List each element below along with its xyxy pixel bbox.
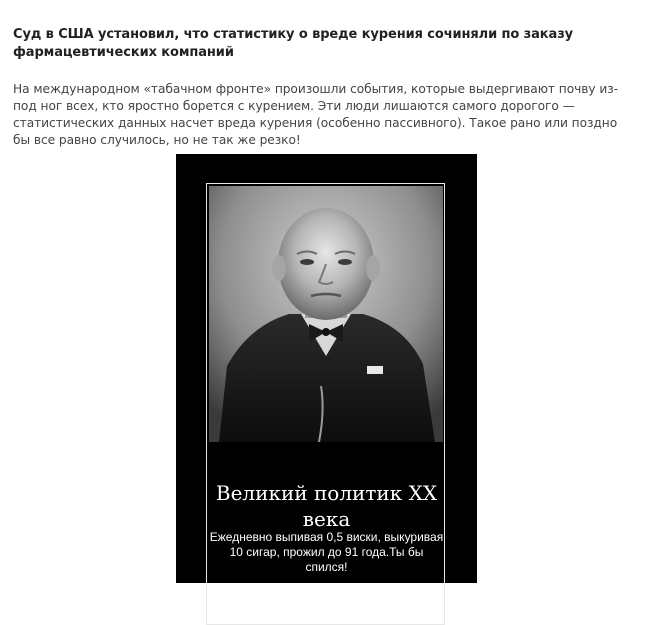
poster-caption [176, 530, 477, 575]
eye-left [300, 259, 314, 265]
poster-caption-line-3: спился! [305, 560, 348, 574]
article [13, 26, 637, 149]
article-lead: На международном «табачном фронте» произошли события, которые выдергивают почву из-под ног всех, кто яростно борется с курением. Эти люди лишаются самого дорогого — статистических данных насчет вреда курения (особенно пассивного). Такое рано или поздно бы все равно случилось, но не так же резко! [13, 82, 619, 147]
portrait-photo [209, 186, 443, 442]
poster-caption-line-1: Ежедневно выпивая 0,5 виски, выкуривая [209, 530, 444, 544]
eye-right [338, 259, 352, 265]
ear-left [272, 255, 286, 281]
demotivator-poster [176, 154, 477, 583]
ear-right [366, 255, 380, 281]
bow-tie-knot [322, 328, 330, 336]
article-headline: Суд в США установил, что статистику о вреде курения сочиняли по заказу фармацевтических компаний [13, 27, 574, 60]
poster-title-line-2: века [302, 507, 351, 531]
poster-title [176, 480, 477, 532]
poster-title-line-1: Великий политик XX [215, 481, 438, 505]
pocket-square [367, 366, 383, 374]
poster-caption-line-2: 10 сигар, прожил до 91 года.Ты бы [229, 545, 424, 559]
